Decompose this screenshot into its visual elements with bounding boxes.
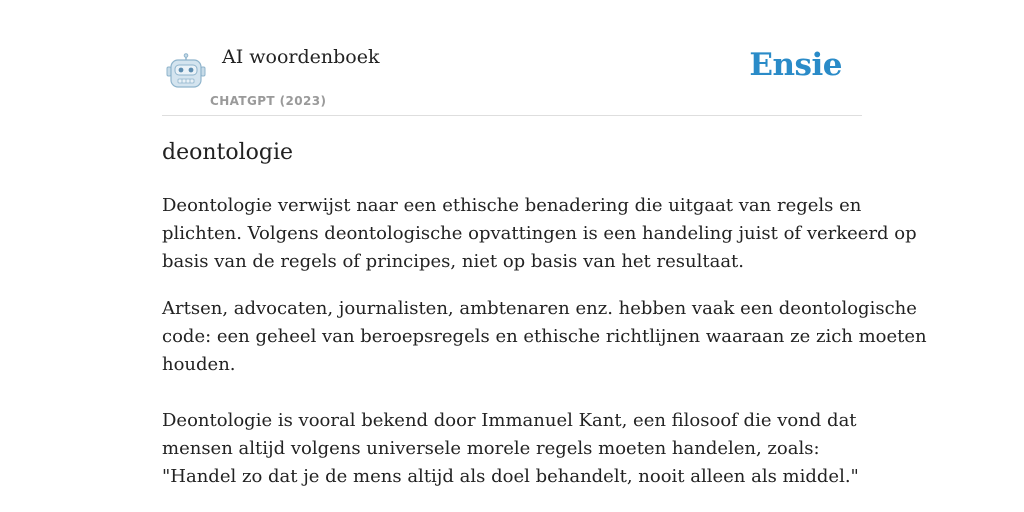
definition-line: code: een geheel van beroepsregels en ethische richtlijnen waaraan ze zich moeten (162, 326, 927, 347)
source-label: CHATGPT (2023) (210, 94, 327, 108)
definition-paragraph (162, 295, 927, 379)
dictionary-card (162, 0, 927, 487)
definition-line: Deontologie is vooral bekend door Immanuel Kant, een filosoof die vond dat (162, 410, 857, 431)
definition-paragraph (162, 407, 867, 491)
definition-line: Deontologie verwijst naar een ethische benadering die uitgaat van regels en (162, 195, 862, 216)
entry-term: deontologie (162, 140, 294, 165)
robot-icon (166, 53, 206, 89)
card-header (162, 0, 862, 116)
definition-paragraph (162, 192, 917, 276)
definition-line: "Handel zo dat je de mens altijd als doel behandelt, nooit alleen als middel." (162, 466, 859, 487)
definition-line: Artsen, advocaten, journalisten, ambtenaren enz. hebben vaak een deontologische (162, 298, 917, 319)
brand-logo[interactable]: Ensie (749, 47, 842, 83)
definition-line: plichten. Volgens deontologische opvattingen is een handeling juist of verkeerd op (162, 223, 917, 244)
definition-line: mensen altijd volgens universele morele regels moeten handelen, zoals: (162, 438, 820, 459)
definition-line: basis van de regels of principes, niet op basis van het resultaat. (162, 251, 745, 272)
entry-definition (162, 192, 927, 491)
definition-line: houden. (162, 354, 236, 375)
dictionary-name[interactable]: AI woordenboek (222, 46, 380, 68)
